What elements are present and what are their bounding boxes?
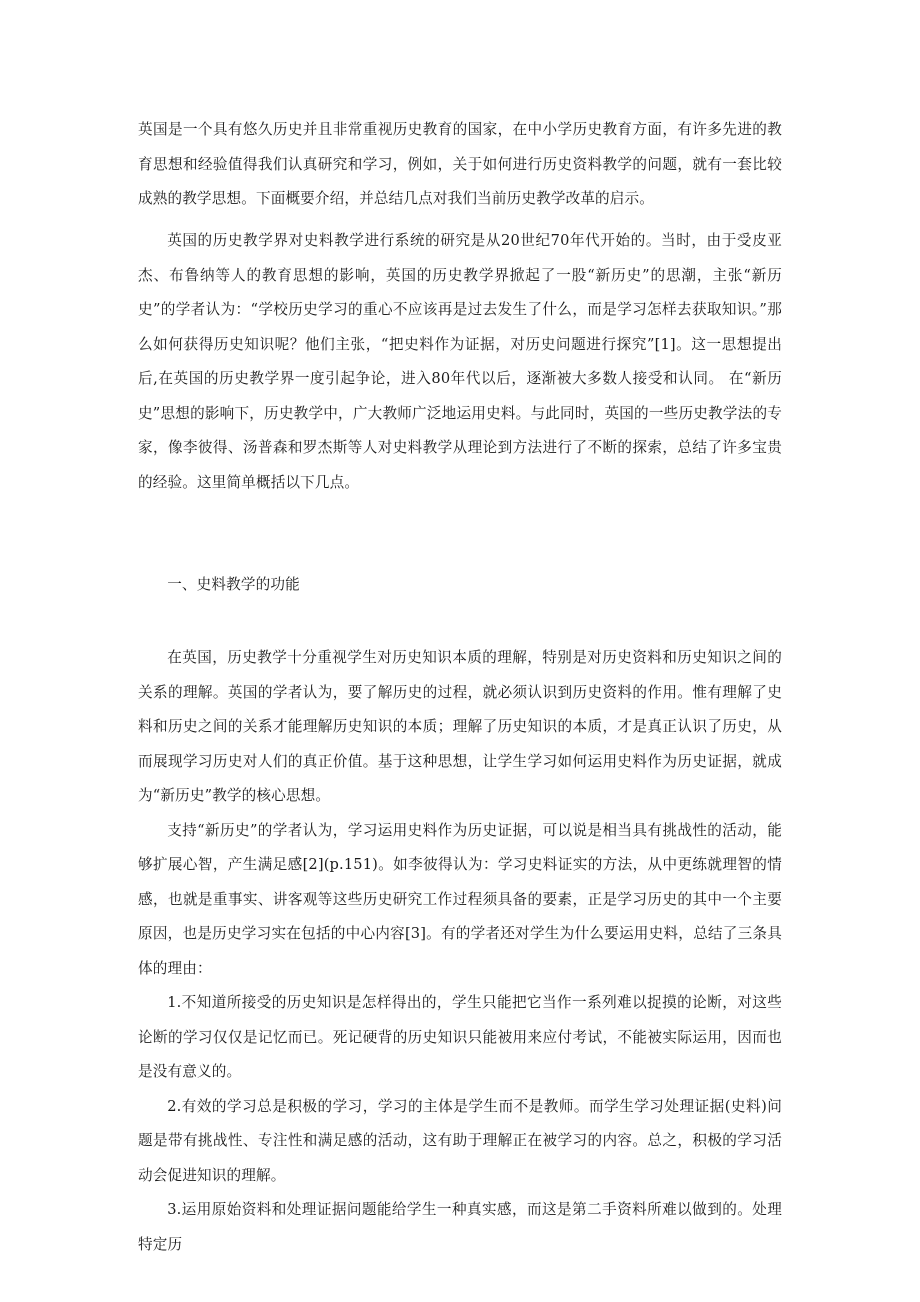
history-paragraph-block — [138, 224, 782, 500]
body-paragraph-2: 支持“新历史”的学者认为，学习运用史料作为历史证据，可以说是相当具有挑战性的活动，能够扩展心智，产生满足感[2](p.151)。如李彼得认为：学习史料证实的方法，从中更练就理智的情感，也就是重事实、讲客观等这些历史研究工作过程须具备的要素，正是学习历史的其中一个主要原因，也是历史学习实在包括的中心内容[3]。有的学者还对学生为什么要运用史料，总结了三条具体的理由： — [138, 821, 782, 977]
list-item-reason-2: 2.有效的学习总是积极的学习，学习的主体是学生而不是教师。而学生学习处理证据(史料)问题是带有挑战性、专注性和满足感的活动，这有助于理解正在被学习的内容。总之，积极的学习活动会促进知识的理解。 — [138, 1097, 782, 1184]
list-item-reason-3: 3.运用原始资料和处理证据问题能给学生一种真实感，而这是第二手资料所难以做到的。处理特定历 — [138, 1201, 782, 1253]
history-paragraph: 英国的历史教学界对史料教学进行系统的研究是从20世纪70年代开始的。当时，由于受皮亚杰、布鲁纳等人的教育思想的影响，英国的历史教学界掀起了一股“新历史”的思潮，主张“新历史”的学者认为：“学校历史学习的重心不应该再是过去发生了什么，而是学习怎样去获取知识。”那么如何获得历史知识呢？他们主张，“把史料作为证据，对历史问题进行探究”[1]。这一思想提出后,在英国的历史教学界一度引起争论，进入80年代以后，逐渐被大多数人接受和认同。 在“新历史”思想的影响下，历史教学中，广大教师广泛地运用史料。与此同时，英国的一些历史教学法的专家，像李彼得、汤普森和罗杰斯等人对史料教学从理论到方法进行了不断的探索，总结了许多宝贵的经验。这里简单概括以下几点。 — [138, 232, 782, 491]
section-body — [138, 641, 782, 1262]
body-paragraph-1: 在英国，历史教学十分重视学生对历史知识本质的理解，特别是对历史资料和历史知识之间的关系的理解。英国的学者认为，要了解历史的过程，就必须认识到历史资料的作用。惟有理解了史料和历史之间的关系才能理解历史知识的本质；理解了历史知识的本质，才是真正认识了历史，从而展现学习历史对人们的真正价值。基于这种思想，让学生学习如何运用史料作为历史证据，就成为“新历史”教学的核心思想。 — [138, 649, 782, 804]
section-heading: 一、史料教学的功能 — [167, 576, 300, 593]
section-heading-block — [138, 568, 782, 603]
intro-paragraph: 英国是一个具有悠久历史并且非常重视历史教育的国家，在中小学历史教育方面，有许多先进的教育思想和经验值得我们认真研究和学习，例如，关于如何进行历史资料教学的问题，就有一套比较成熟的教学思想。下面概要介绍，并总结几点对我们当前历史教学改革的启示。 — [138, 121, 782, 207]
intro-paragraph-block — [138, 113, 782, 217]
list-item-reason-1: 1.不知道所接受的历史知识是怎样得出的，学生只能把它当作一系列难以捉摸的论断，对这些论断的学习仅仅是记忆而已。死记硬背的历史知识只能被用来应付考试，不能被实际运用，因而也是没有意义的。 — [138, 994, 782, 1080]
